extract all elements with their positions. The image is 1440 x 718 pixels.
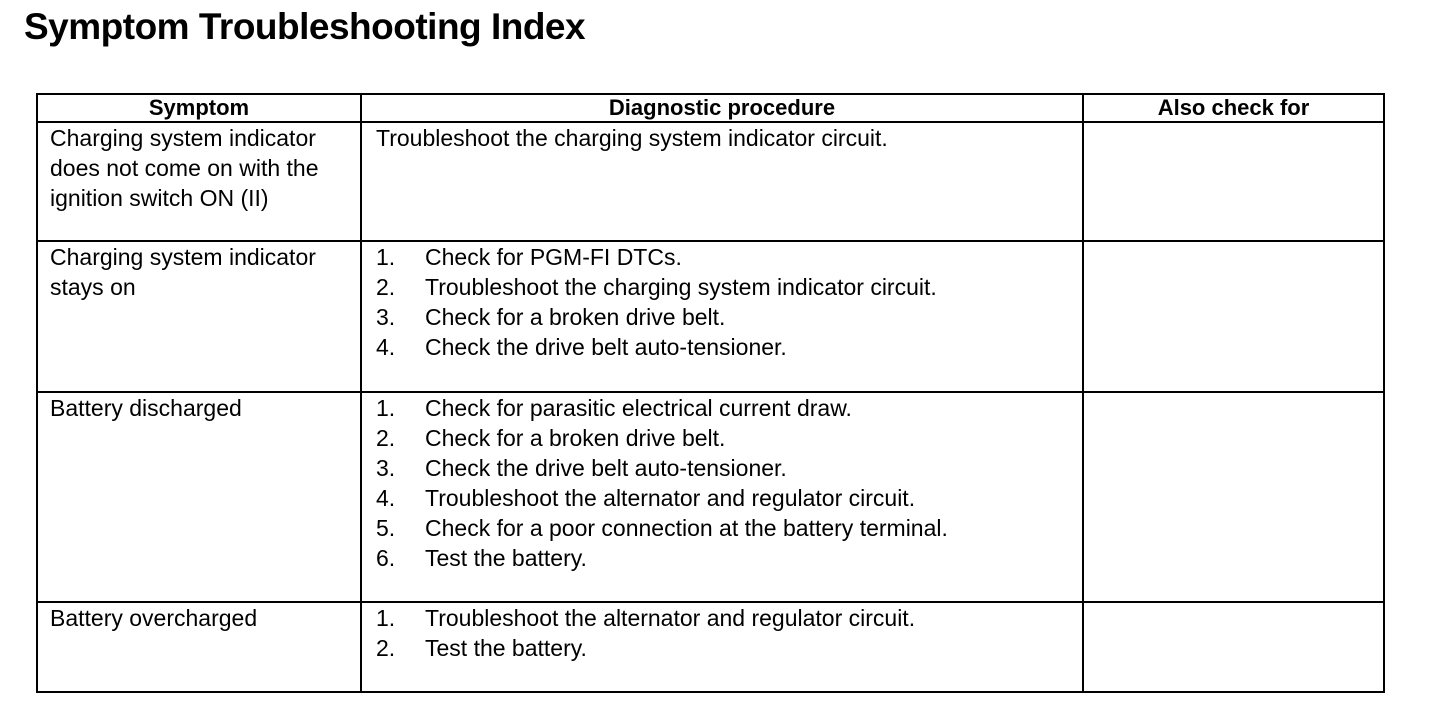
step-text: Test the battery. [425,545,587,571]
procedure-steps [362,393,1082,573]
step-text: Troubleshoot the alternator and regulator circuit. [425,605,916,631]
symptom-cell [37,602,361,692]
procedure-step [376,302,1082,332]
step-text: Check for parasitic electrical current draw. [425,395,852,421]
step-number: 3. [376,304,396,330]
column-header-symptom: Symptom [37,94,361,122]
step-text: Troubleshoot the charging system indicator circuit. [425,274,937,300]
step-number: 2. [376,274,396,300]
also-check-cell [1083,602,1384,692]
symptom-cell [37,392,361,602]
also-check-cell [1083,122,1384,241]
step-text: Check for a broken drive belt. [425,304,726,330]
table-header-row [37,94,1384,122]
procedure-step [376,272,1082,302]
procedure-step [376,483,1082,513]
page-title: Symptom Troubleshooting Index [24,6,586,47]
symptom-cell [37,241,361,392]
procedure-step [376,242,1082,272]
step-number: 5. [376,515,396,541]
column-header-diagnostic-procedure: Diagnostic procedure [361,94,1083,122]
procedure-cell [361,602,1083,692]
step-text: Troubleshoot the alternator and regulator circuit. [425,485,916,511]
procedure-cell [361,241,1083,392]
table-row [37,122,1384,241]
step-number: 4. [376,485,396,511]
procedure-steps [362,603,1082,663]
symptom-text: Battery discharged [50,395,242,421]
table-row [37,241,1384,392]
step-number: 2. [376,635,396,661]
also-check-cell [1083,241,1384,392]
step-number: 6. [376,545,396,571]
symptom-text: Charging system indicator stays on [50,244,316,300]
procedure-step [376,423,1082,453]
step-text: Check the drive belt auto-tensioner. [425,455,787,481]
symptom-text: Charging system indicator does not come on with the ignition switch ON (II) [50,125,319,211]
also-check-cell [1083,392,1384,602]
step-text: Check for a poor connection at the battery terminal. [425,515,948,541]
step-number: 2. [376,425,396,451]
procedure-text: Troubleshoot the charging system indicator circuit. [376,125,888,151]
step-text: Test the battery. [425,635,587,661]
procedure-step [376,453,1082,483]
step-number: 1. [376,244,396,270]
symptom-cell [37,122,361,241]
table-row [37,392,1384,602]
step-text: Check for a broken drive belt. [425,425,726,451]
procedure-cell [361,122,1083,241]
procedure-step [376,603,1082,633]
column-header-also-check-for: Also check for [1083,94,1384,122]
procedure-steps [362,242,1082,362]
step-text: Check the drive belt auto-tensioner. [425,334,787,360]
procedure-step [376,543,1082,573]
procedure-step [376,633,1082,663]
step-text: Check for PGM-FI DTCs. [425,244,682,270]
procedure-step [376,332,1082,362]
table-row [37,602,1384,692]
step-number: 1. [376,605,396,631]
step-number: 1. [376,395,396,421]
step-number: 3. [376,455,396,481]
symptom-troubleshooting-table [36,93,1385,693]
step-number: 4. [376,334,396,360]
procedure-step [376,393,1082,423]
procedure-cell [361,392,1083,602]
symptom-text: Battery overcharged [50,605,258,631]
procedure-step [376,513,1082,543]
